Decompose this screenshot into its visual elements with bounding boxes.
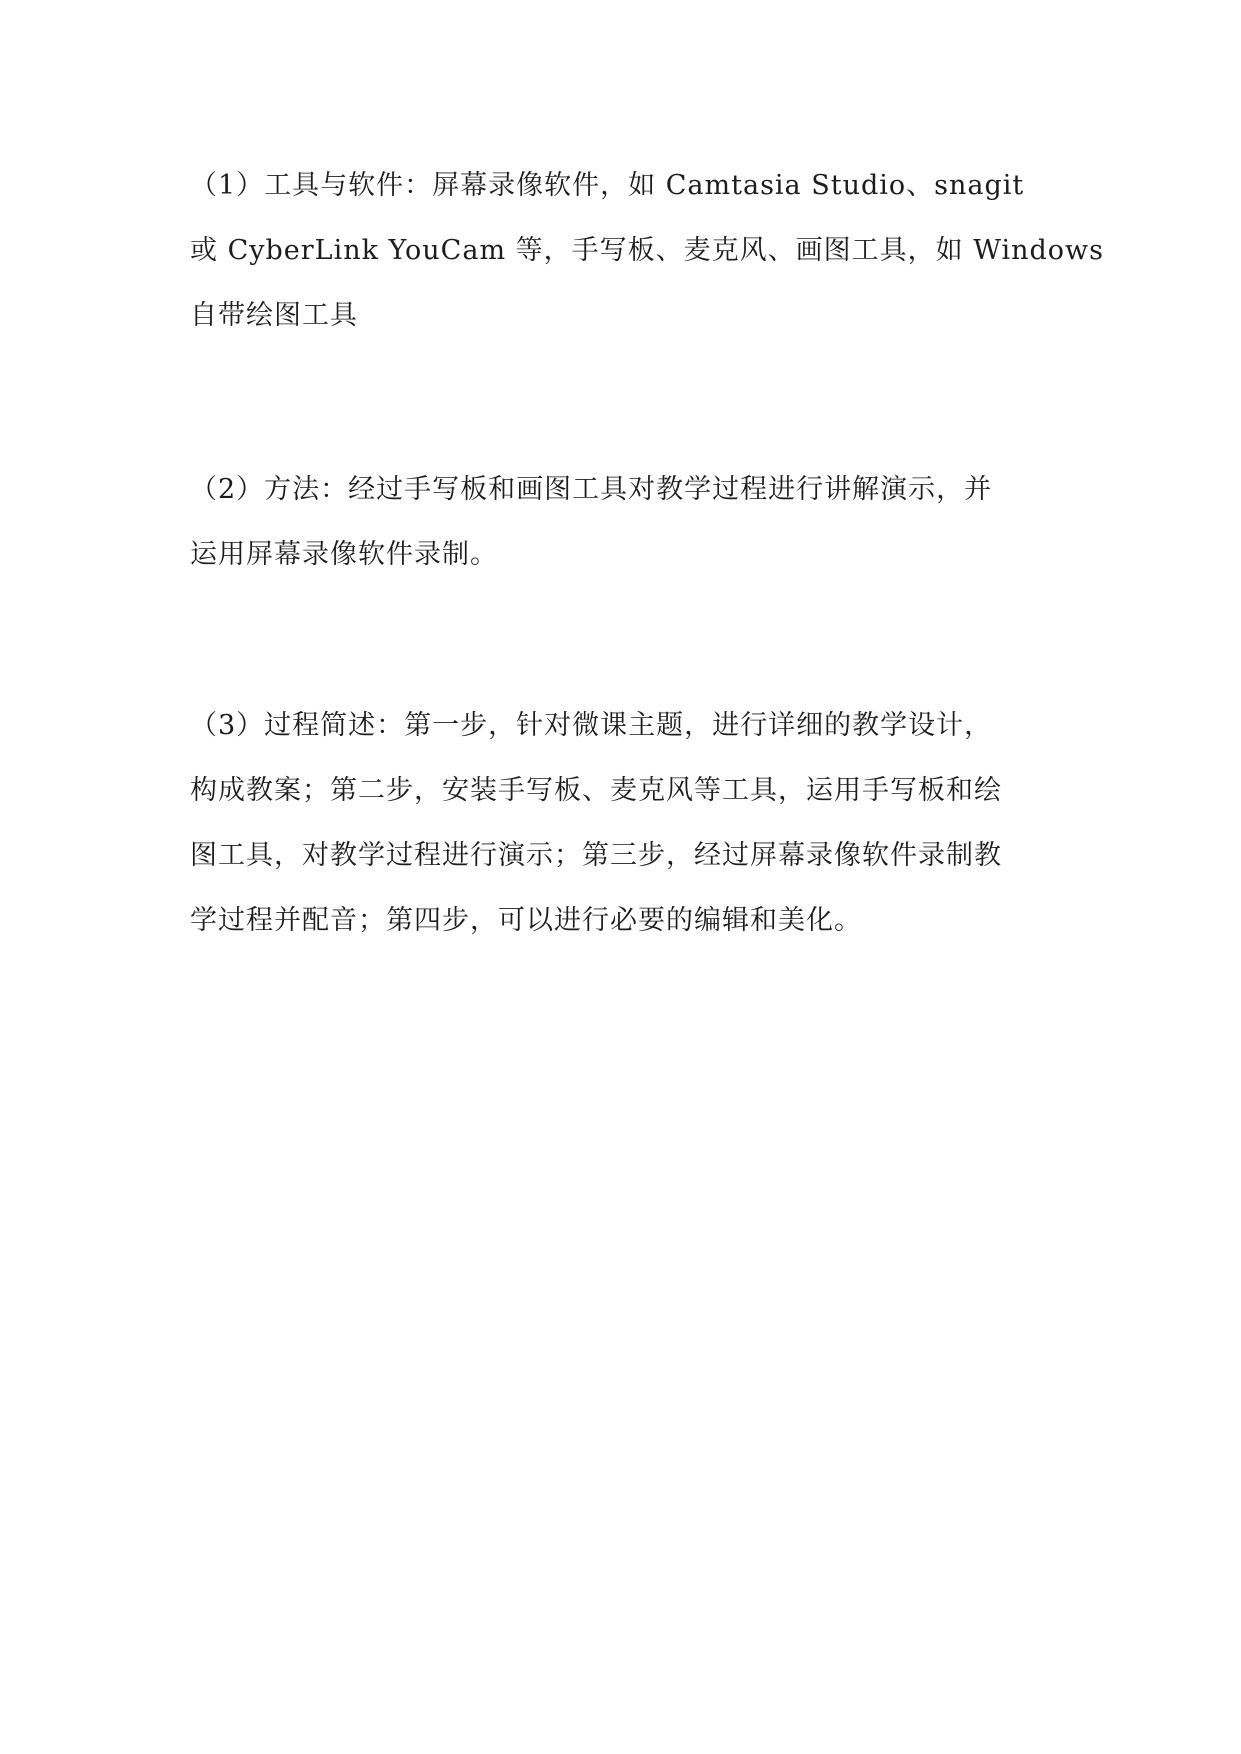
paragraph-line: 或 CyberLink YouCam 等，手写板、麦克风、画图工具，如 Windows xyxy=(190,235,1105,266)
paragraph-line: 学过程并配音；第四步，可以进行必要的编辑和美化。 xyxy=(190,905,862,936)
paragraph-line: 图工具，对教学过程进行演示；第三步，经过屏幕录像软件录制教 xyxy=(190,840,1002,871)
paragraph-tools-software xyxy=(190,153,1105,348)
paragraph-line: 运用屏幕录像软件录制。 xyxy=(190,539,498,570)
paragraph-line: （1）工具与软件：屏幕录像软件，如 Camtasia Studio、snagit xyxy=(190,170,1025,201)
paragraph-line: （3）过程简述：第一步，针对微课主题，进行详细的教学设计， xyxy=(190,710,993,741)
paragraph-process-overview xyxy=(190,693,1060,953)
paragraph-method xyxy=(190,457,1060,587)
paragraph-line: 构成教案；第二步，安装手写板、麦克风等工具，运用手写板和绘 xyxy=(190,775,1002,806)
paragraph-line: （2）方法：经过手写板和画图工具对教学过程进行讲解演示，并 xyxy=(190,474,993,505)
paragraph-line: 自带绘图工具 xyxy=(190,300,358,331)
